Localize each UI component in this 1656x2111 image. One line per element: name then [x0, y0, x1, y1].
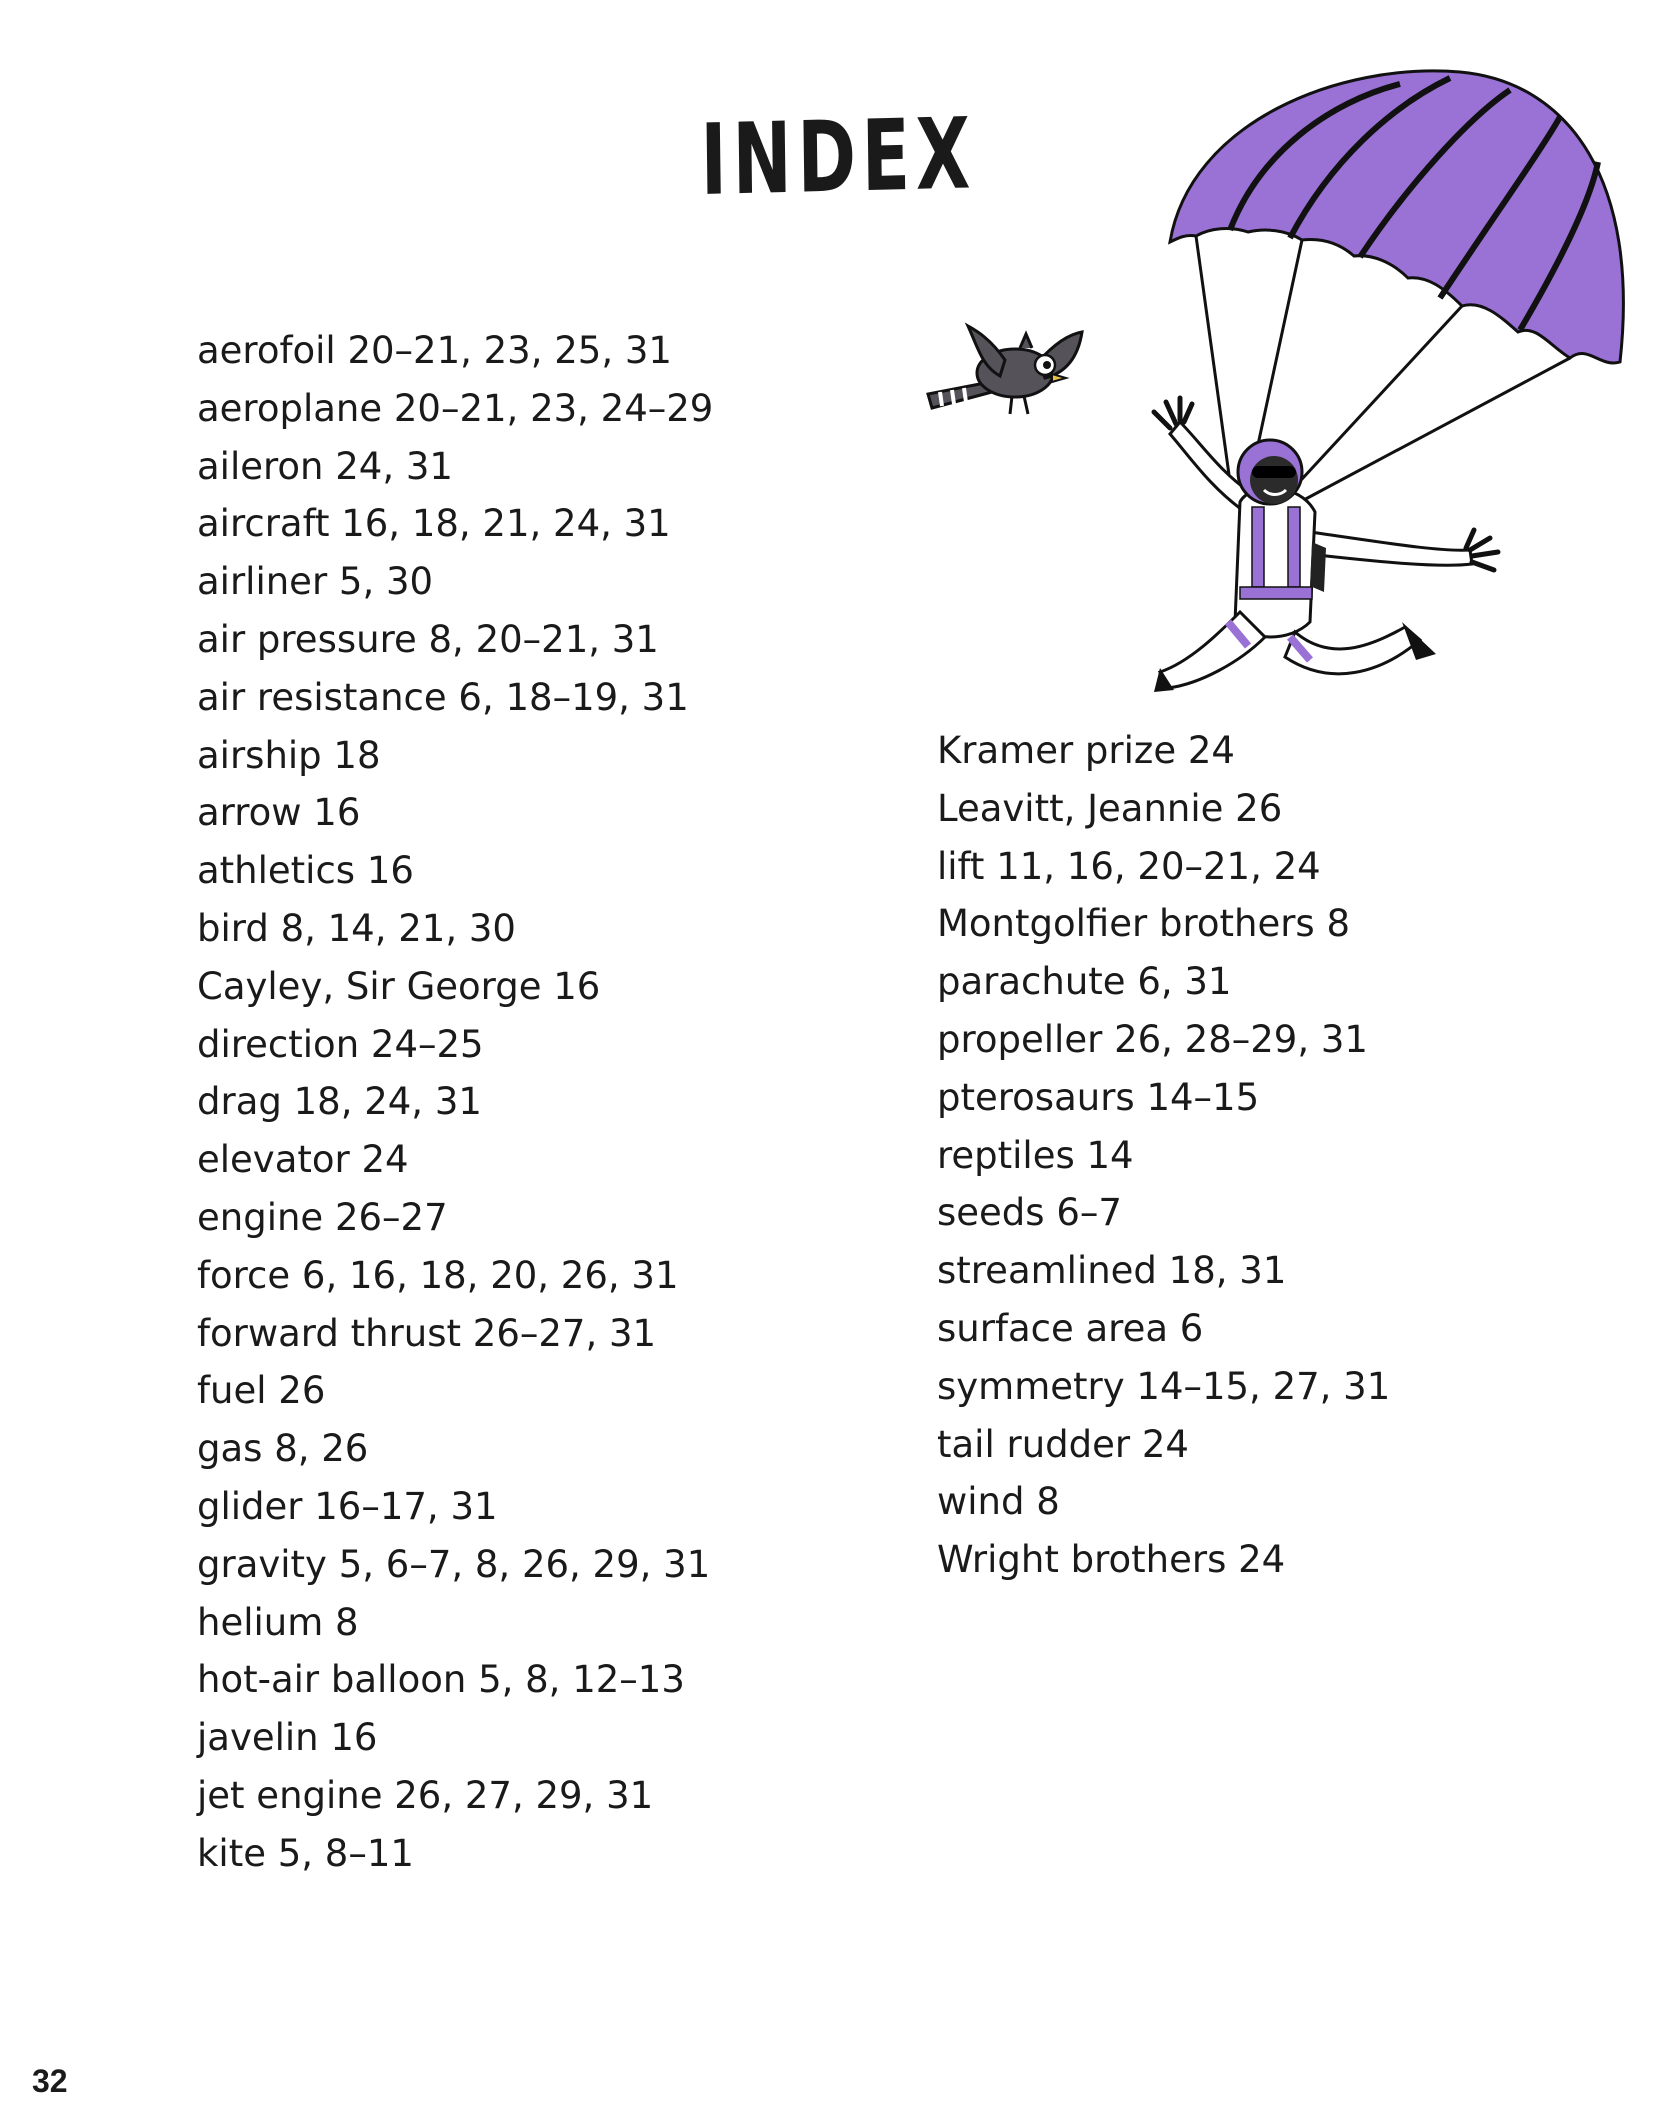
index-entry: aerofoil 20–21, 23, 25, 31: [197, 329, 672, 372]
index-entry: hot-air balloon 5, 8, 12–13: [197, 1658, 685, 1702]
index-entry: jet engine 26, 27, 29, 31: [197, 1773, 654, 1817]
index-entry: parachute 6, 31: [937, 960, 1232, 1004]
parachutist-illustration: [1140, 62, 1640, 722]
index-entry: fuel 26: [197, 1369, 326, 1413]
index-entry: Montgolfier brothers 8: [937, 902, 1350, 946]
index-entry: drag 18, 24, 31: [197, 1080, 482, 1124]
index-entry: tail rudder 24: [937, 1422, 1189, 1466]
bird-illustration: [920, 318, 1090, 428]
index-entry: streamlined 18, 31: [937, 1249, 1287, 1293]
index-entry: bird 8, 14, 21, 30: [197, 906, 516, 950]
index-entry: Kramer prize 24: [937, 729, 1235, 772]
index-entry: gas 8, 26: [197, 1427, 369, 1471]
index-entry: aircraft 16, 18, 21, 24, 31: [197, 502, 671, 546]
index-entry: lift 11, 16, 20–21, 24: [937, 844, 1321, 888]
page-title: INDEX: [699, 97, 977, 218]
index-entry: athletics 16: [197, 849, 414, 893]
index-entry: kite 5, 8–11: [197, 1831, 414, 1875]
index-entry: gravity 5, 6–7, 8, 26, 29, 31: [197, 1542, 711, 1586]
index-entry: Cayley, Sir George 16: [197, 964, 601, 1008]
index-entry: elevator 24: [197, 1138, 409, 1182]
index-entry: airship 18: [197, 733, 381, 777]
index-entry: pterosaurs 14–15: [937, 1075, 1260, 1119]
index-entry: forward thrust 26–27, 31: [197, 1311, 657, 1355]
page-number: 32: [32, 2063, 68, 2099]
index-entry: direction 24–25: [197, 1022, 484, 1066]
index-column-right: [937, 722, 1390, 1589]
index-entry: propeller 26, 28–29, 31: [937, 1017, 1368, 1061]
index-entry: reptiles 14: [937, 1133, 1134, 1177]
index-entry: engine 26–27: [197, 1195, 448, 1239]
index-entry: Leavitt, Jeannie 26: [937, 786, 1283, 830]
index-entry: seeds 6–7: [937, 1191, 1122, 1235]
index-entry: symmetry 14–15, 27, 31: [937, 1364, 1391, 1408]
index-entry: glider 16–17, 31: [197, 1484, 498, 1528]
index-column-left: [197, 322, 713, 1883]
index-entry: surface area 6: [937, 1306, 1204, 1350]
index-entry: aileron 24, 31: [197, 444, 453, 488]
index-entry: helium 8: [197, 1600, 359, 1644]
index-entry: javelin 16: [197, 1716, 378, 1760]
index-entry: Wright brothers 24: [937, 1538, 1286, 1582]
index-entry: air pressure 8, 20–21, 31: [197, 617, 659, 661]
index-entry: wind 8: [937, 1480, 1060, 1524]
index-entry: aeroplane 20–21, 23, 24–29: [197, 386, 714, 430]
index-entry: arrow 16: [197, 791, 361, 835]
index-entry: air resistance 6, 18–19, 31: [197, 675, 689, 719]
index-entry: force 6, 16, 18, 20, 26, 31: [197, 1253, 679, 1297]
index-entry: airliner 5, 30: [197, 560, 434, 604]
